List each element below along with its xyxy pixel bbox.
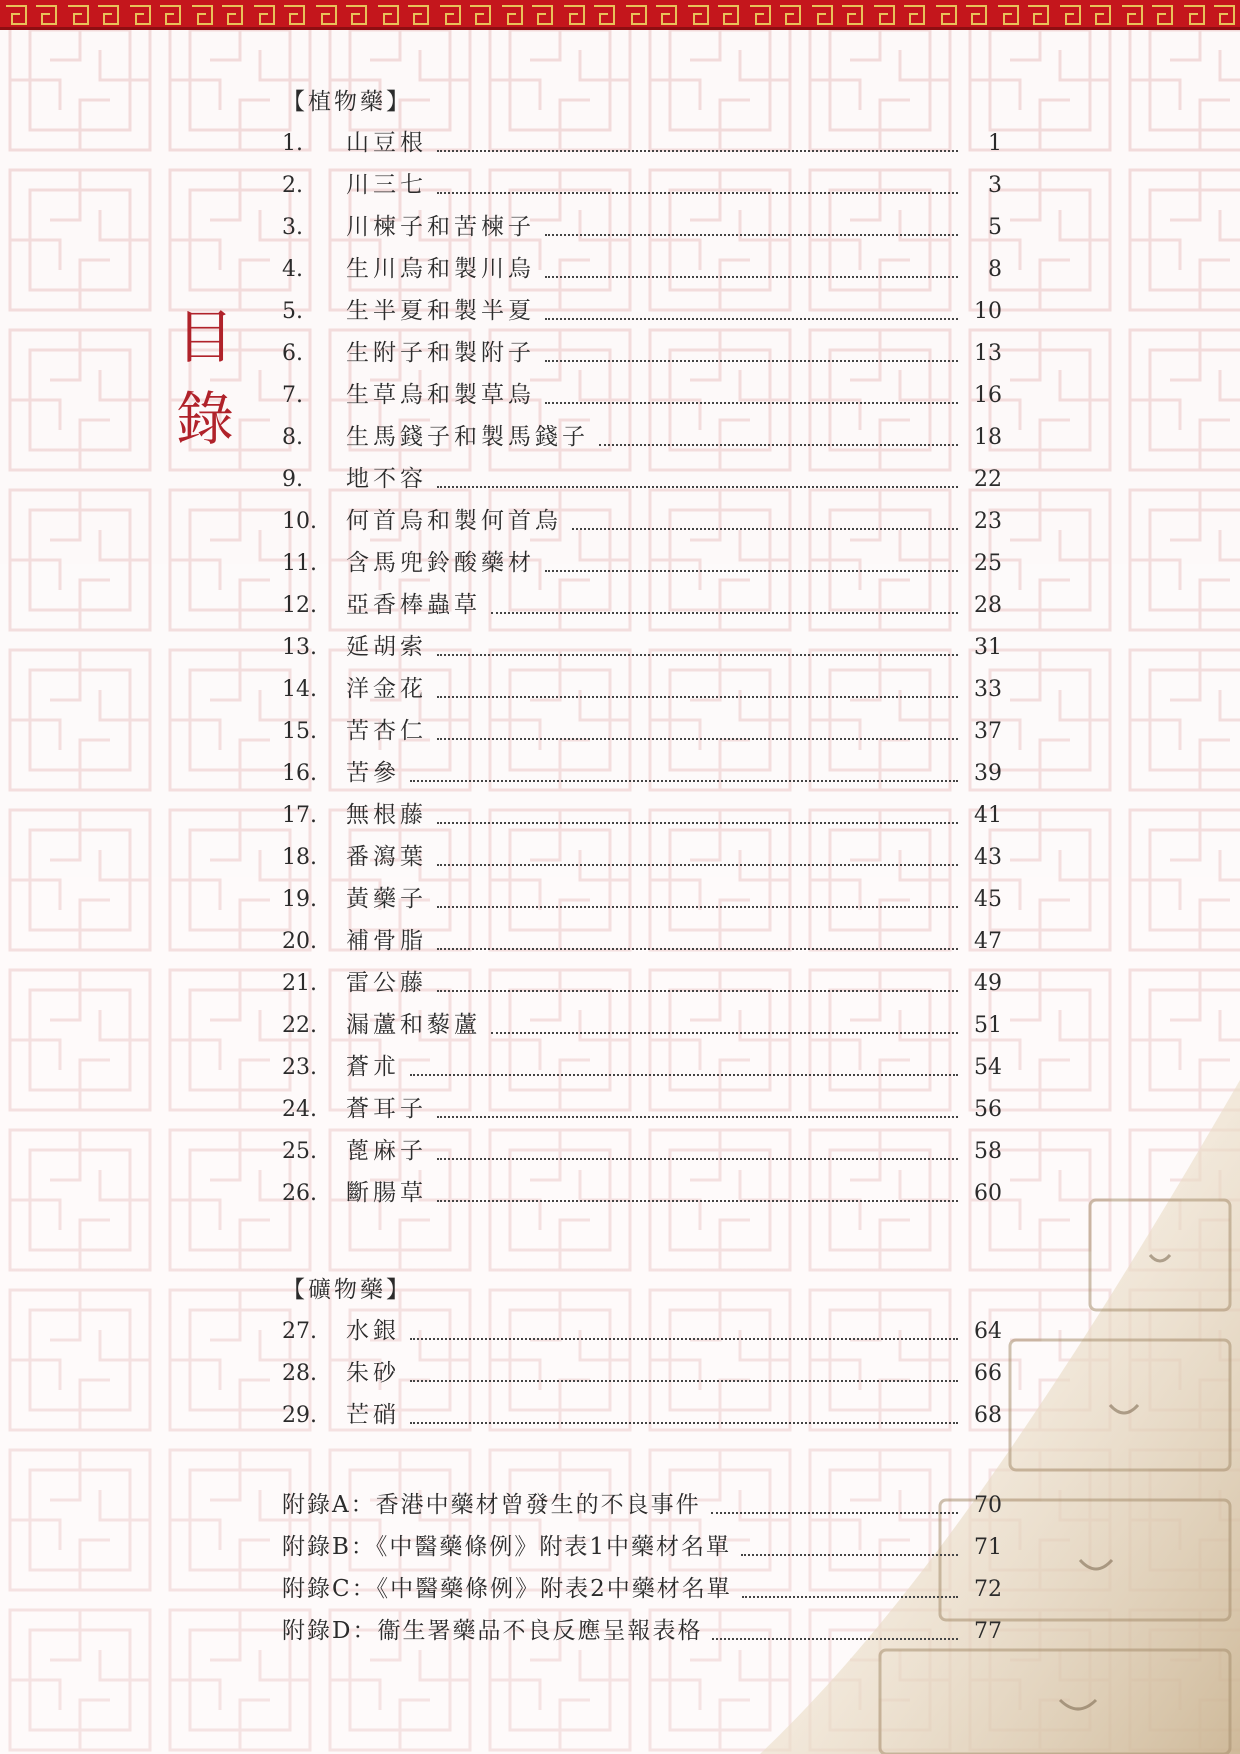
entry-number: 9. [282,467,303,492]
title-char-2: 錄 [175,385,234,453]
toc-entry[interactable] [282,836,1002,878]
entry-page: 3 [988,173,1002,198]
title-char-1: 目 [175,303,234,371]
dot-leader [742,1596,958,1598]
entry-number: 27. [282,1319,317,1344]
entry-title: 蒼朮 [346,1054,400,1080]
top-decorative-band [0,0,1240,30]
entry-number: 21. [282,971,317,996]
toc-entry[interactable] [282,458,1002,500]
dot-leader [437,948,958,950]
dot-leader [545,276,958,278]
toc-entry[interactable] [282,668,1002,710]
toc-entry[interactable] [282,1130,1002,1172]
toc-entry[interactable] [282,332,1002,374]
entry-title: 生半夏和製半夏 [346,298,535,324]
toc-entry[interactable] [282,1046,1002,1088]
mineral-entries [282,1310,1002,1436]
entry-title: 芒硝 [346,1402,400,1428]
toc-entry[interactable] [282,584,1002,626]
appendix-page: 77 [974,1619,1002,1644]
dot-leader [572,528,958,530]
toc-entry[interactable] [282,122,1002,164]
entry-title: 川三七 [346,172,427,198]
entry-page: 51 [974,1013,1002,1038]
dot-leader [545,234,958,236]
table-of-contents-title [160,296,250,460]
appendix-entry[interactable] [282,1484,1002,1526]
entry-number: 11. [282,551,317,576]
appendix-title: 附錄D：衞生署藥品不良反應呈報表格 [282,1618,703,1644]
entry-number: 16. [282,761,317,786]
entry-page: 66 [974,1361,1002,1386]
entry-page: 60 [974,1181,1002,1206]
dot-leader [545,360,958,362]
entry-title: 何首烏和製何首烏 [346,508,562,534]
entry-title: 漏蘆和藜蘆 [346,1012,481,1038]
dot-leader [437,1116,958,1118]
appendix-page: 70 [974,1493,1002,1518]
entry-page: 43 [974,845,1002,870]
entry-number: 23. [282,1055,317,1080]
dot-leader [437,1158,958,1160]
entry-page: 68 [974,1403,1002,1428]
toc-entry[interactable] [282,374,1002,416]
dot-leader [741,1554,958,1556]
dot-leader [410,1422,958,1424]
entry-title: 朱砂 [346,1360,400,1386]
toc-entry[interactable] [282,962,1002,1004]
appendix-entry[interactable] [282,1610,1002,1652]
appendix-title: 附錄A：香港中藥材曾發生的不良事件 [282,1492,701,1518]
entry-number: 26. [282,1181,317,1206]
toc-entry[interactable] [282,416,1002,458]
entry-number: 17. [282,803,317,828]
dot-leader [491,612,958,614]
entry-title: 雷公藤 [346,970,427,996]
entry-title: 亞香棒蟲草 [346,592,481,618]
appendix-entry[interactable] [282,1526,1002,1568]
entry-title: 地不容 [346,466,427,492]
entry-number: 18. [282,845,317,870]
dot-leader [437,150,958,152]
entry-page: 28 [974,593,1002,618]
dot-leader [437,696,958,698]
entry-number: 7. [282,383,303,408]
entry-title: 水銀 [346,1318,400,1344]
entry-page: 16 [974,383,1002,408]
dot-leader [437,654,958,656]
entry-number: 2. [282,173,303,198]
entry-title: 苦參 [346,760,400,786]
dot-leader [599,444,958,446]
entry-title: 含馬兜鈴酸藥材 [346,550,535,576]
toc-entry[interactable] [282,542,1002,584]
dot-leader [437,738,958,740]
entry-page: 58 [974,1139,1002,1164]
dot-leader [410,780,958,782]
entry-title: 補骨脂 [346,928,427,954]
dot-leader [437,192,958,194]
dot-leader [437,486,958,488]
entry-number: 29. [282,1403,317,1428]
entry-number: 15. [282,719,317,744]
toc-entry[interactable] [282,1310,1002,1352]
entry-number: 20. [282,929,317,954]
entry-number: 6. [282,341,303,366]
appendix-title: 附錄C：《中醫藥條例》附表2中藥材名單 [282,1576,732,1602]
entry-number: 14. [282,677,317,702]
entry-number: 22. [282,1013,317,1038]
entry-title: 苦杏仁 [346,718,427,744]
toc-entry[interactable] [282,206,1002,248]
dot-leader [410,1380,958,1382]
entry-page: 39 [974,761,1002,786]
toc-entry[interactable] [282,1352,1002,1394]
entry-page: 41 [974,803,1002,828]
entry-number: 13. [282,635,317,660]
entry-page: 13 [974,341,1002,366]
entry-number: 4. [282,257,303,282]
appendix-title: 附錄B：《中醫藥條例》附表1中藥材名單 [282,1534,732,1560]
entry-title: 生馬錢子和製馬錢子 [346,424,589,450]
entry-page: 5 [988,215,1002,240]
entry-title: 無根藤 [346,802,427,828]
dot-leader [545,318,958,320]
dot-leader [437,990,958,992]
dot-leader [545,570,958,572]
entry-number: 1. [282,131,303,156]
entry-page: 54 [974,1055,1002,1080]
appendix-page: 72 [974,1577,1002,1602]
entry-page: 45 [974,887,1002,912]
entry-page: 56 [974,1097,1002,1122]
entry-page: 1 [988,131,1002,156]
dot-leader [437,864,958,866]
entry-page: 8 [988,257,1002,282]
plant-entries [282,122,1002,1214]
entry-page: 47 [974,929,1002,954]
entry-page: 23 [974,509,1002,534]
toc-entry[interactable] [282,1088,1002,1130]
entry-title: 洋金花 [346,676,427,702]
toc-entry[interactable] [282,752,1002,794]
entry-number: 8. [282,425,303,450]
dot-leader [437,822,958,824]
dot-leader [437,906,958,908]
entry-page: 37 [974,719,1002,744]
entry-page: 49 [974,971,1002,996]
entry-title: 蒼耳子 [346,1096,427,1122]
entry-title: 斷腸草 [346,1180,427,1206]
entry-page: 25 [974,551,1002,576]
entry-number: 12. [282,593,317,618]
appendix-entry[interactable] [282,1568,1002,1610]
entry-number: 19. [282,887,317,912]
entry-page: 10 [974,299,1002,324]
toc-entry[interactable] [282,878,1002,920]
appendix-entries [282,1484,1002,1652]
dot-leader [545,402,958,404]
toc-entry[interactable] [282,1172,1002,1214]
toc-entry[interactable] [282,710,1002,752]
entry-number: 10. [282,509,317,534]
dot-leader [711,1512,958,1514]
toc-entry[interactable] [282,500,1002,542]
section-heading-plant: 【植物藥】 [282,89,412,115]
entry-title: 番瀉葉 [346,844,427,870]
dot-leader [437,1200,958,1202]
toc-entry[interactable] [282,248,1002,290]
entry-title: 延胡索 [346,634,427,660]
entry-title: 生川烏和製川烏 [346,256,535,282]
entry-page: 64 [974,1319,1002,1344]
entry-number: 5. [282,299,303,324]
toc-entry[interactable] [282,164,1002,206]
dot-leader [410,1338,958,1340]
entry-page: 22 [974,467,1002,492]
table-of-contents [282,82,1002,1652]
entry-number: 3. [282,215,303,240]
dot-leader [491,1032,958,1034]
entry-page: 31 [974,635,1002,660]
appendix-page: 71 [974,1535,1002,1560]
toc-entry[interactable] [282,1394,1002,1436]
toc-entry[interactable] [282,1004,1002,1046]
section-heading-mineral: 【礦物藥】 [282,1277,412,1303]
entry-title: 生附子和製附子 [346,340,535,366]
entry-number: 28. [282,1361,317,1386]
toc-entry[interactable] [282,920,1002,962]
entry-number: 25. [282,1139,317,1164]
entry-title: 川楝子和苦楝子 [346,214,535,240]
entry-page: 33 [974,677,1002,702]
entry-title: 生草烏和製草烏 [346,382,535,408]
entry-title: 蓖麻子 [346,1138,427,1164]
toc-entry[interactable] [282,626,1002,668]
entry-title: 黃藥子 [346,886,427,912]
dot-leader [410,1074,958,1076]
toc-entry[interactable] [282,794,1002,836]
entry-title: 山豆根 [346,130,427,156]
entry-page: 18 [974,425,1002,450]
toc-entry[interactable] [282,290,1002,332]
dot-leader [712,1638,958,1640]
entry-number: 24. [282,1097,317,1122]
